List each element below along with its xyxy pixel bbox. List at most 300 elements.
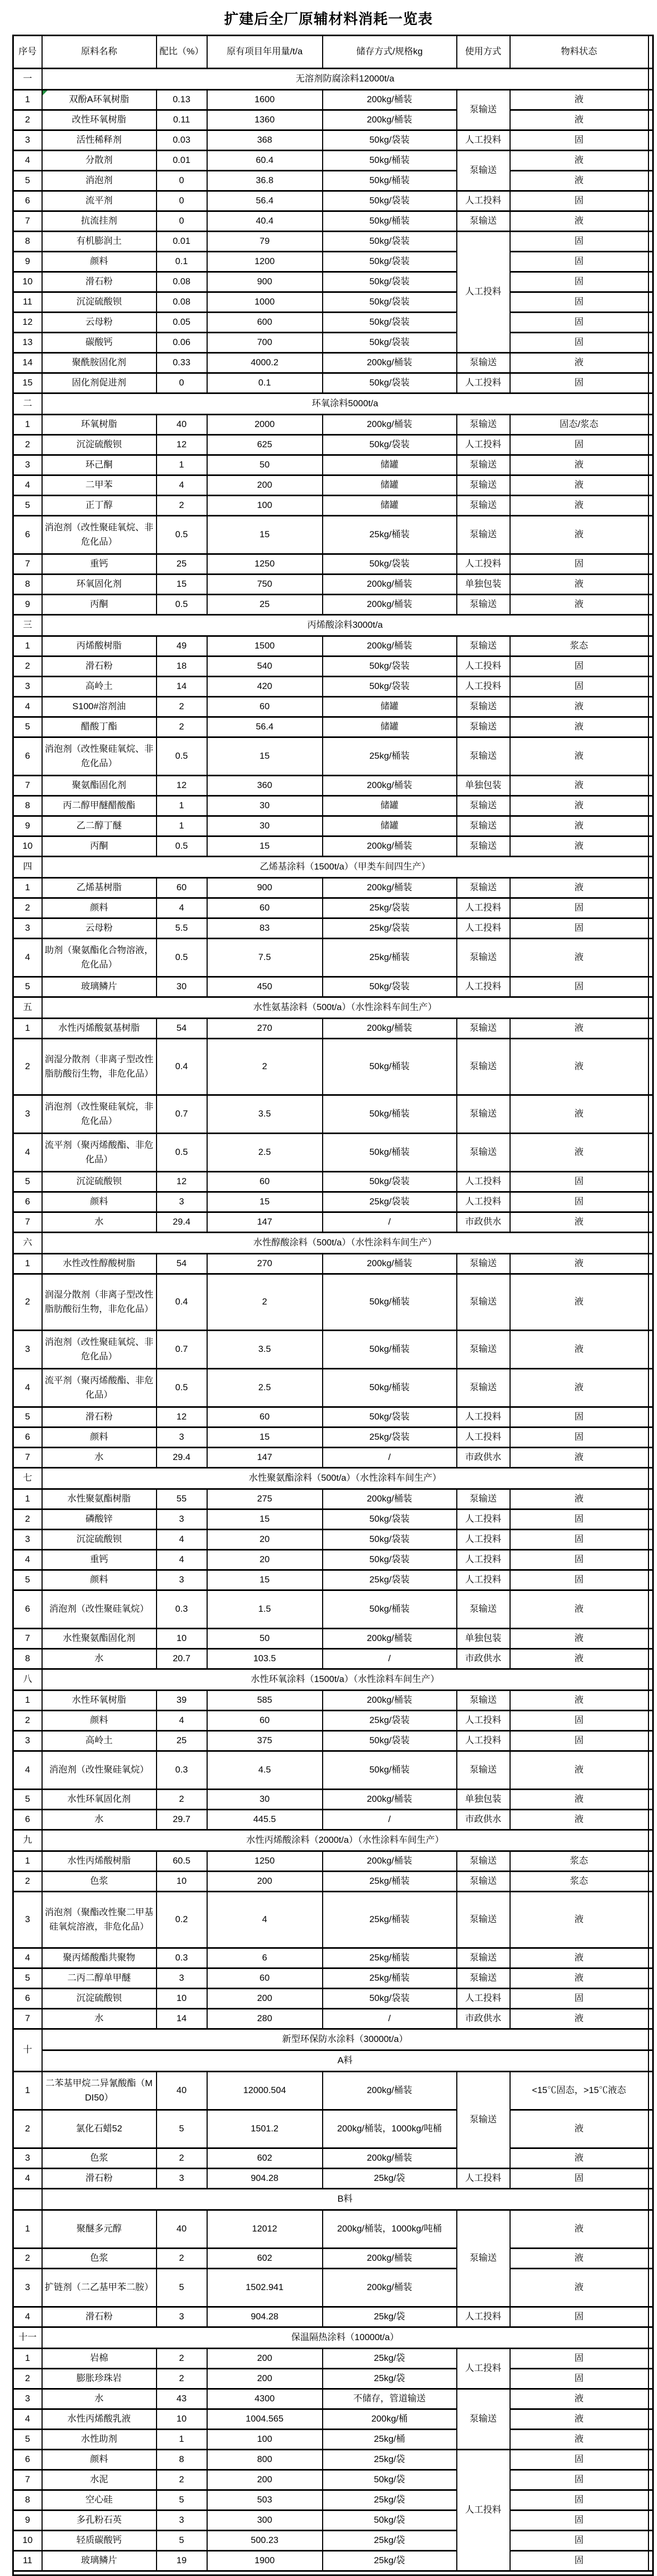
table-cell: 3: [157, 2307, 207, 2327]
table-cell: 泵输送: [457, 1331, 510, 1369]
table-cell: 50kg/袋装: [323, 1550, 457, 1570]
table-cell: 200kg/桶装: [323, 2249, 457, 2269]
table-cell: 25kg/桶装: [323, 1968, 457, 1989]
table-cell: 0.3: [157, 1590, 207, 1629]
table-cell: [648, 393, 653, 415]
table-cell: 270: [207, 1254, 323, 1274]
table-cell: 54: [157, 1019, 207, 1039]
table-cell: 200kg/桶装: [323, 776, 457, 796]
table-cell: 4: [207, 1892, 323, 1948]
table-cell: 147: [207, 1448, 323, 1468]
table-cell: 50kg/袋装: [323, 1731, 457, 1751]
table-cell: 3: [157, 1192, 207, 1212]
table-cell: 4: [13, 2307, 42, 2327]
table-cell: 10: [13, 272, 42, 292]
table-cell: 200kg/桶装: [323, 2072, 457, 2110]
table-cell: 11: [13, 292, 42, 313]
table-cell: 3: [13, 455, 42, 475]
table-cell: 200kg/桶装: [323, 1254, 457, 1274]
table-cell: 15: [13, 373, 42, 393]
table-cell: 5: [13, 171, 42, 191]
table-row: [13, 2110, 653, 2148]
table-cell: 200kg/桶: [323, 2409, 457, 2430]
table-cell: 泵输送: [457, 1872, 510, 1892]
table-cell: 液: [510, 1448, 648, 1468]
table-cell: 3: [157, 2511, 207, 2531]
table-cell: 液: [510, 1968, 648, 1989]
table-cell: 1250: [207, 1851, 323, 1872]
section-title-cell: 水性丙烯酸涂料（2000t/a）（水性涂料车间生产）: [42, 1830, 648, 1851]
table-row: [13, 2450, 653, 2470]
table-cell: 30: [207, 796, 323, 816]
table-cell: 49: [157, 636, 207, 657]
table-cell: 14: [13, 353, 42, 373]
table-cell: 液: [510, 496, 648, 516]
section-title-cell: 无溶剂防腐涂料12000t/a: [42, 69, 648, 90]
table-cell: 30: [207, 816, 323, 836]
table-cell: [648, 211, 653, 232]
page-title: 扩建后全厂原辅材料消耗一览表: [224, 11, 433, 27]
table-cell: 水性助剂: [42, 2430, 157, 2450]
table-cell: 泵输送: [457, 1489, 510, 1509]
table-cell: 重钙: [42, 1550, 157, 1570]
table-cell: 3: [13, 2269, 42, 2307]
table-cell: 25kg/桶装: [323, 737, 457, 776]
table-cell: 固: [510, 435, 648, 455]
table-cell: 人工投料: [457, 677, 510, 697]
table-cell: 4: [13, 475, 42, 496]
table-cell: 固: [510, 2531, 648, 2551]
table-row: [13, 516, 653, 554]
table-row: [13, 130, 653, 151]
table-cell: 60.4: [207, 151, 323, 171]
table-cell: 10: [157, 1629, 207, 1649]
table-cell: 270: [207, 1019, 323, 1039]
table-cell: 2: [207, 1039, 323, 1095]
table-cell: 云母粉: [42, 918, 157, 939]
table-cell: [648, 939, 653, 977]
table-cell: 4: [13, 1134, 42, 1172]
table-cell: 丙二醇甲醚醋酸酯: [42, 796, 157, 816]
table-cell: 100: [207, 2430, 323, 2450]
table-cell: 水性改性醇酸树脂: [42, 1254, 157, 1274]
table-row: [13, 2349, 653, 2369]
table-row: [13, 2409, 653, 2430]
table-row: [13, 717, 653, 737]
table-cell: [648, 918, 653, 939]
table-cell: 50kg/袋装: [323, 554, 457, 575]
table-cell: 泵输送: [457, 1892, 510, 1948]
table-cell: [648, 2249, 653, 2269]
table-cell: 4: [157, 1530, 207, 1550]
table-cell: 液: [510, 1254, 648, 1274]
table-row: [13, 1751, 653, 1790]
table-cell: 0.3: [157, 1751, 207, 1790]
table-cell: 泵输送: [457, 353, 510, 373]
table-cell: 200kg/桶装: [323, 2269, 457, 2307]
table-cell: 重钙: [42, 554, 157, 575]
table-cell: [648, 1039, 653, 1095]
table-cell: 200: [207, 2369, 323, 2389]
table-cell: 12: [13, 313, 42, 333]
table-cell: [648, 2490, 653, 2511]
table-cell: 液: [510, 595, 648, 615]
table-cell: 液: [510, 2210, 648, 2249]
table-row: [13, 657, 653, 677]
table-cell: 多孔粉石英: [42, 2511, 157, 2531]
table-cell: 0.08: [157, 272, 207, 292]
table-cell: 0.5: [157, 516, 207, 554]
table-cell: 200kg/桶装: [323, 90, 457, 110]
table-cell: 8: [13, 2490, 42, 2511]
table-cell: 四: [13, 857, 42, 878]
table-cell: 200: [207, 1989, 323, 2009]
table-row: [13, 211, 653, 232]
table-cell: [648, 697, 653, 717]
table-cell: [648, 1428, 653, 1448]
table-cell: 200kg/桶装: [323, 415, 457, 435]
table-cell: 泵输送: [457, 151, 510, 191]
table-cell: 29.4: [157, 1448, 207, 1468]
table-cell: 15: [207, 1570, 323, 1590]
table-cell: [648, 1468, 653, 1489]
table-cell: [648, 2450, 653, 2470]
table-cell: 3: [157, 1570, 207, 1590]
table-cell: [648, 1751, 653, 1790]
table-cell: 50kg/袋装: [323, 1989, 457, 2009]
table-cell: 1360: [207, 110, 323, 130]
table-cell: [648, 171, 653, 191]
table-row: [13, 191, 653, 211]
table-row: [13, 151, 653, 171]
table-cell: 50kg/袋装: [323, 1407, 457, 1428]
table-cell: 2: [13, 2110, 42, 2148]
table-cell: 3: [13, 918, 42, 939]
table-cell: 904.28: [207, 2169, 323, 2189]
table-cell: [648, 878, 653, 898]
section-row: [13, 2189, 653, 2210]
table-cell: 4.5: [207, 1751, 323, 1790]
table-cell: 8: [13, 796, 42, 816]
table-cell: [648, 191, 653, 211]
table-cell: 人工投料: [457, 373, 510, 393]
table-cell: S100#溶剂油: [42, 697, 157, 717]
table-cell: 2: [13, 110, 42, 130]
column-header: 物料状态: [510, 36, 648, 69]
table-cell: 20.7: [157, 1649, 207, 1669]
table-cell: [648, 2050, 653, 2072]
table-cell: [648, 575, 653, 595]
table-cell: [648, 2551, 653, 2571]
table-row: [13, 415, 653, 435]
table-cell: 水性丙烯酸氨基树脂: [42, 1019, 157, 1039]
table-row: [13, 110, 653, 130]
table-cell: [648, 997, 653, 1019]
materials-consumption-table: [12, 35, 654, 2576]
table-row: [13, 878, 653, 898]
table-row: [13, 455, 653, 475]
table-cell: 9: [13, 2511, 42, 2531]
table-cell: 泵输送: [457, 816, 510, 836]
table-cell: 泵输送: [457, 796, 510, 816]
table-cell: 泵输送: [457, 2210, 510, 2307]
table-cell: [648, 69, 653, 90]
table-cell: 固: [510, 1172, 648, 1192]
table-cell: 双酚A环氧树脂: [42, 90, 157, 110]
table-cell: 消泡剂（改性聚硅氧烷）: [42, 1590, 157, 1629]
table-cell: 2: [157, 2148, 207, 2169]
table-cell: 750: [207, 575, 323, 595]
table-cell: 3: [157, 1428, 207, 1448]
table-cell: 0.01: [157, 151, 207, 171]
table-cell: 液: [510, 1691, 648, 1711]
table-cell: 2: [207, 1274, 323, 1331]
table-cell: 50kg/袋装: [323, 435, 457, 455]
table-cell: 50kg/袋装: [323, 191, 457, 211]
table-cell: [648, 615, 653, 636]
table-cell: 流平剂: [42, 191, 157, 211]
table-cell: 液: [510, 475, 648, 496]
table-cell: [648, 2369, 653, 2389]
table-cell: 2: [13, 1872, 42, 1892]
table-cell: 液: [510, 1369, 648, 1407]
table-cell: 29.4: [157, 1212, 207, 1233]
table-cell: 50kg/袋装: [323, 333, 457, 353]
column-header: 序号: [13, 36, 42, 69]
table-cell: [648, 333, 653, 353]
table-cell: [648, 1550, 653, 1570]
table-cell: [648, 737, 653, 776]
table-cell: 液: [510, 717, 648, 737]
table-cell: 1600: [207, 90, 323, 110]
table-row: [13, 2249, 653, 2269]
table-cell: [648, 1989, 653, 2009]
table-row: [13, 1019, 653, 1039]
table-cell: 色浆: [42, 1872, 157, 1892]
table-cell: [648, 657, 653, 677]
table-cell: [648, 836, 653, 857]
section-title-cell: 水性聚氨酯涂料（500t/a）（水性涂料车间生产）: [42, 1468, 648, 1489]
table-cell: 50kg/袋装: [323, 657, 457, 677]
table-cell: 分散剂: [42, 151, 157, 171]
table-row: [13, 1550, 653, 1570]
table-cell: 1: [13, 1489, 42, 1509]
table-cell: 0.1: [207, 373, 323, 393]
table-cell: 流平剂（聚丙烯酸酯、非危化品）: [42, 1369, 157, 1407]
table-row: [13, 575, 653, 595]
table-cell: 2000: [207, 415, 323, 435]
table-cell: 固: [510, 657, 648, 677]
table-cell: 液: [510, 1039, 648, 1095]
table-cell: 25kg/桶装: [323, 1872, 457, 1892]
table-cell: [648, 110, 653, 130]
table-cell: 液: [510, 90, 648, 110]
table-cell: /: [323, 1649, 457, 1669]
table-cell: 液: [510, 2269, 648, 2307]
table-cell: 40: [157, 2072, 207, 2110]
table-cell: 4: [13, 1550, 42, 1570]
table-cell: 0.13: [157, 90, 207, 110]
table-cell: [648, 1830, 653, 1851]
table-cell: 50kg/桶装: [323, 1590, 457, 1629]
table-cell: 滑石粉: [42, 2307, 157, 2327]
table-cell: 602: [207, 2249, 323, 2269]
table-cell: 200kg/桶装: [323, 1489, 457, 1509]
table-cell: 25: [157, 1731, 207, 1751]
table-row: [13, 836, 653, 857]
table-row: [13, 2490, 653, 2511]
table-cell: 泵输送: [457, 878, 510, 898]
table-row: [13, 1369, 653, 1407]
table-cell: 79: [207, 232, 323, 252]
table-cell: 市政供水: [457, 1448, 510, 1468]
table-cell: 泵输送: [457, 1095, 510, 1134]
table-cell: [648, 1530, 653, 1550]
table-cell: 泵输送: [457, 595, 510, 615]
table-cell: 4: [13, 2409, 42, 2430]
table-cell: [648, 1570, 653, 1590]
table-cell: 18: [157, 657, 207, 677]
table-cell: 4: [157, 1711, 207, 1731]
table-cell: /: [323, 1448, 457, 1468]
green-corner-marker-icon: [43, 91, 47, 95]
table-cell: 50kg/袋装: [323, 1530, 457, 1550]
table-cell: [648, 2409, 653, 2430]
table-cell: 液: [510, 1649, 648, 1669]
table-cell: 消泡剂（改性聚硅氧烷、非危化品）: [42, 737, 157, 776]
table-cell: 54: [157, 1254, 207, 1274]
table-cell: 润湿分散剂（非离子型改性脂肪酸衍生物，非危化品）: [42, 1274, 157, 1331]
table-cell: 3: [13, 1892, 42, 1948]
section-title-cell: 水性氨基涂料（500t/a）（水性涂料车间生产）: [42, 997, 648, 1019]
table-cell: 200kg/桶装: [323, 595, 457, 615]
table-cell: 0.5: [157, 595, 207, 615]
table-cell: 1501.2: [207, 2110, 323, 2148]
table-cell: 5: [13, 496, 42, 516]
table-cell: 2: [157, 2249, 207, 2269]
table-cell: 50kg/桶装: [323, 171, 457, 191]
table-cell: 固: [510, 2511, 648, 2531]
table-cell: [648, 2029, 653, 2050]
table-cell: 0.5: [157, 1134, 207, 1172]
table-cell: 25: [157, 554, 207, 575]
table-cell: 环氧固化剂: [42, 575, 157, 595]
table-cell: 人工投料: [457, 1989, 510, 2009]
table-cell: 固: [510, 191, 648, 211]
table-cell: 六: [13, 1233, 42, 1254]
table-cell: 水: [42, 2389, 157, 2409]
table-cell: 固: [510, 2349, 648, 2369]
table-cell: 泵输送: [457, 455, 510, 475]
table-cell: 颜料: [42, 898, 157, 918]
table-cell: 25kg/袋装: [323, 1570, 457, 1590]
table-cell: 液: [510, 2009, 648, 2029]
table-cell: 颜料: [42, 1192, 157, 1212]
table-row: [13, 796, 653, 816]
table-cell: 泵输送: [457, 2072, 510, 2169]
table-cell: 颜料: [42, 1428, 157, 1448]
table-cell: 色浆: [42, 2249, 157, 2269]
table-cell: 1: [13, 1019, 42, 1039]
table-cell: 泵输送: [457, 1134, 510, 1172]
table-cell: 10: [157, 1872, 207, 1892]
table-cell: 6: [13, 1590, 42, 1629]
table-cell: 50kg/桶装: [323, 1331, 457, 1369]
table-cell: 904.28: [207, 2307, 323, 2327]
table-cell: 人工投料: [457, 2349, 510, 2389]
table-cell: 1: [157, 455, 207, 475]
section-title-cell: 丙烯酸涂料3000t/a: [42, 615, 648, 636]
table-cell: 25kg/袋装: [323, 918, 457, 939]
table-row: [13, 2169, 653, 2189]
table-cell: 液: [510, 1629, 648, 1649]
table-cell: <15℃固态，>15℃液态: [510, 2072, 648, 2110]
table-cell: 膨胀珍珠岩: [42, 2369, 157, 2389]
table-cell: 1502.941: [207, 2269, 323, 2307]
table-cell: [648, 151, 653, 171]
table-cell: 200: [207, 1872, 323, 1892]
table-cell: 280: [207, 2009, 323, 2029]
table-row: [13, 435, 653, 455]
table-cell: 450: [207, 977, 323, 997]
table-cell: 15: [207, 1509, 323, 1530]
table-cell: 固化剂促进剂: [42, 373, 157, 393]
table-cell: [648, 2327, 653, 2349]
table-cell: 氯化石蜡52: [42, 2110, 157, 2148]
table-cell: 2.5: [207, 1134, 323, 1172]
table-cell: [648, 857, 653, 878]
table-cell: 1: [13, 90, 42, 110]
table-cell: 200kg/桶装: [323, 353, 457, 373]
table-cell: 5: [157, 2531, 207, 2551]
table-cell: 水性环氧固化剂: [42, 1790, 157, 1810]
table-cell: 1004.565: [207, 2409, 323, 2430]
table-cell: 200kg/桶装: [323, 2148, 457, 2169]
table-cell: 50kg/袋装: [323, 977, 457, 997]
table-cell: [648, 898, 653, 918]
table-cell: 滑石粉: [42, 272, 157, 292]
table-cell: 40.4: [207, 211, 323, 232]
table-cell: 8: [13, 1649, 42, 1669]
table-cell: 4: [13, 1751, 42, 1790]
table-cell: 4: [13, 2169, 42, 2189]
table-cell: 50kg/袋: [323, 2511, 457, 2531]
table-cell: 市政供水: [457, 1212, 510, 1233]
table-cell: 0: [157, 211, 207, 232]
table-row: [13, 1407, 653, 1428]
table-cell: 0: [157, 373, 207, 393]
table-cell: 12: [157, 435, 207, 455]
table-cell: 五: [13, 997, 42, 1019]
table-cell: 39: [157, 1691, 207, 1711]
table-cell: 储罐: [323, 455, 457, 475]
table-cell: 液: [510, 1790, 648, 1810]
table-cell: 3: [157, 2169, 207, 2189]
table-row: [13, 2210, 653, 2249]
table-cell: 1: [13, 1851, 42, 1872]
table-cell: 50kg/袋装: [323, 292, 457, 313]
table-cell: 0.5: [157, 1369, 207, 1407]
table-cell: 0.05: [157, 313, 207, 333]
table-cell: [648, 1407, 653, 1428]
table-row: [13, 2531, 653, 2551]
table-cell: [13, 2571, 653, 2575]
table-cell: 2: [157, 697, 207, 717]
section-title-cell: 新型环保防水涂料（30000t/a）: [42, 2029, 648, 2050]
table-cell: [648, 1790, 653, 1810]
table-cell: 改性环氧树脂: [42, 110, 157, 130]
column-header: 原料名称: [42, 36, 157, 69]
